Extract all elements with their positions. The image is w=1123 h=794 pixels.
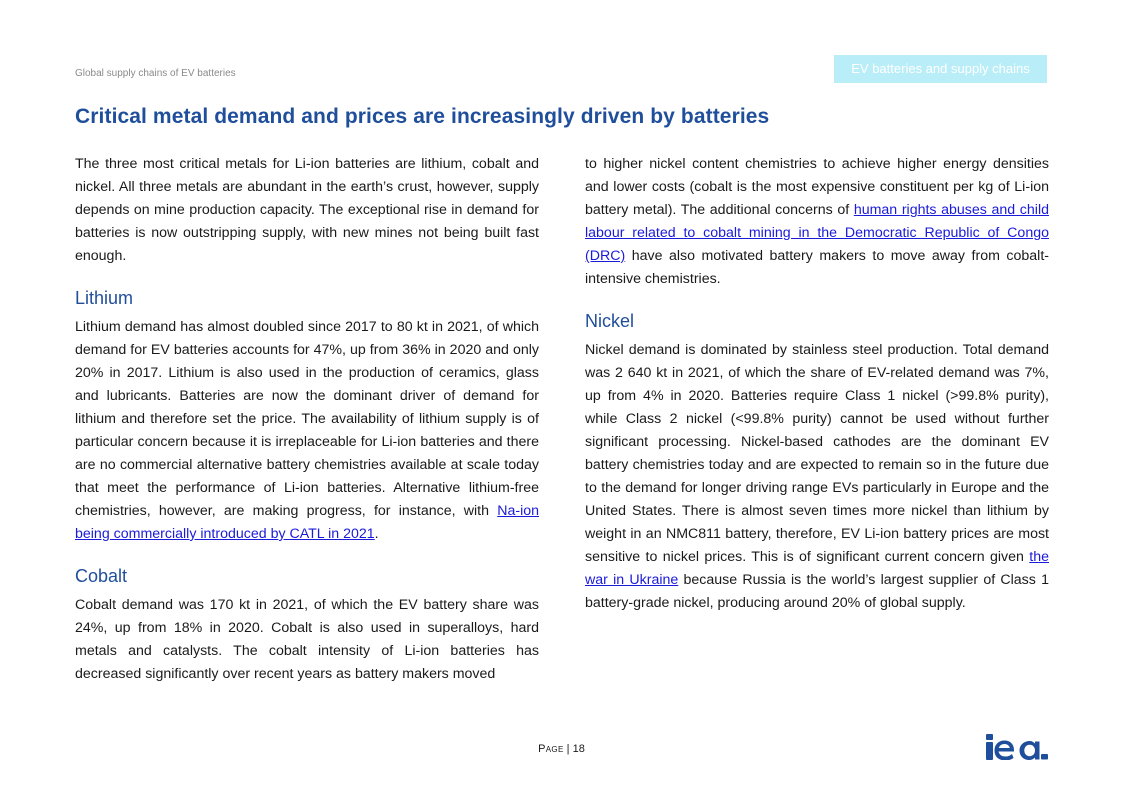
ukraine-war-link[interactable]: the war in Ukraine [585,549,1049,588]
running-header: Global supply chains of EV batteries [75,68,236,79]
nickel-text: Nickel demand is dominated by stainless steel production. Total demand was 2 640 kt in 2021, of which the share of EV-related demand was 7%, up from 4% in 2020. Batteries require Class 1 nickel (>99.8% purity), while Class 2 nickel (<99.8% purity) cannot be used without further significant processing. Nickel-based cathodes are the dominant EV battery chemistries today and are expected to remain so in the future due to the demand for longer driving range EVs particularly in Europe and the United States. There is almost seven times more nickel than lithium by weight in an NMC811 battery, therefore, EV Li-ion battery prices are most sensitive to nickel prices. This is of significant current concern given [585,342,1049,565]
nickel-heading: Nickel [585,311,635,331]
cobalt-paragraph: Cobalt demand was 170 kt in 2021, of which the EV battery share was 24%, up from 18% in 2020. Cobalt is also used in superalloys, hard metals and catalysts. The cobalt intensity of Li-ion batteries has decreased significantly over recent years as battery makers moved [75,597,539,682]
intro-paragraph: The three most critical metals for Li-ion batteries are lithium, cobalt and nickel. All three metals are abundant in the earth’s crust, however, supply depends on mine production capacity. The exceptional rise in demand for batteries is now outstripping supply, with new mines not being built fast enough. [75,156,539,264]
lithium-text: Lithium demand has almost doubled since 2017 to 80 kt in 2021, of which demand for EV batteries accounts for 47%, up from 36% in 2020 and only 20% in 2017. Lithium is also used in the production of ceramics, glass and lubricants. Batteries are now the dominant driver of demand for lithium and therefore set the price. The availability of lithium supply is of particular concern because it is irreplaceable for Li-ion batteries and there are no commercial alternative battery chemistries available at scale today that meet the performance of Li-ion batteries. Alternative lithium-free chemistries, however, are making progress, for instance, with [75,319,539,519]
left-column [75,153,539,686]
right-column [585,153,1049,615]
iea-logo [986,734,1048,760]
page-title: Critical metal demand and prices are increasingly driven by batteries [75,105,770,128]
nickel-text-end: because Russia is the world’s largest supplier of Class 1 battery-grade nickel, producing around 20% of global supply. [585,572,1049,611]
section-tab[interactable]: EV batteries and supply chains [834,55,1047,83]
cobalt-text-end: have also motivated battery makers to move away from cobalt-intensive chemistries. [585,248,1049,287]
page-footer [0,743,1123,755]
cobalt-continued-text: to higher nickel content chemistries to achieve higher energy densities and lower costs (cobalt is the most expensive constituent per kg of Li-ion battery metal). The additional concerns of [585,156,1049,218]
na-ion-link[interactable]: Na-ion being commercially introduced by CATL in 2021 [75,503,539,542]
drc-cobalt-link[interactable]: human rights abuses and child labour related to cobalt mining in the Democratic Republic of Congo (DRC) [585,202,1049,264]
lithium-paragraph [75,316,539,546]
nickel-paragraph [585,339,1049,615]
cobalt-heading: Cobalt [75,566,128,586]
page-label: Page [538,743,564,755]
lithium-text-end: . [374,526,379,542]
lithium-heading: Lithium [75,288,134,308]
page-number: 18 [572,743,585,755]
page-separator: | [566,743,570,755]
cobalt-paragraph-continued [585,153,1049,291]
